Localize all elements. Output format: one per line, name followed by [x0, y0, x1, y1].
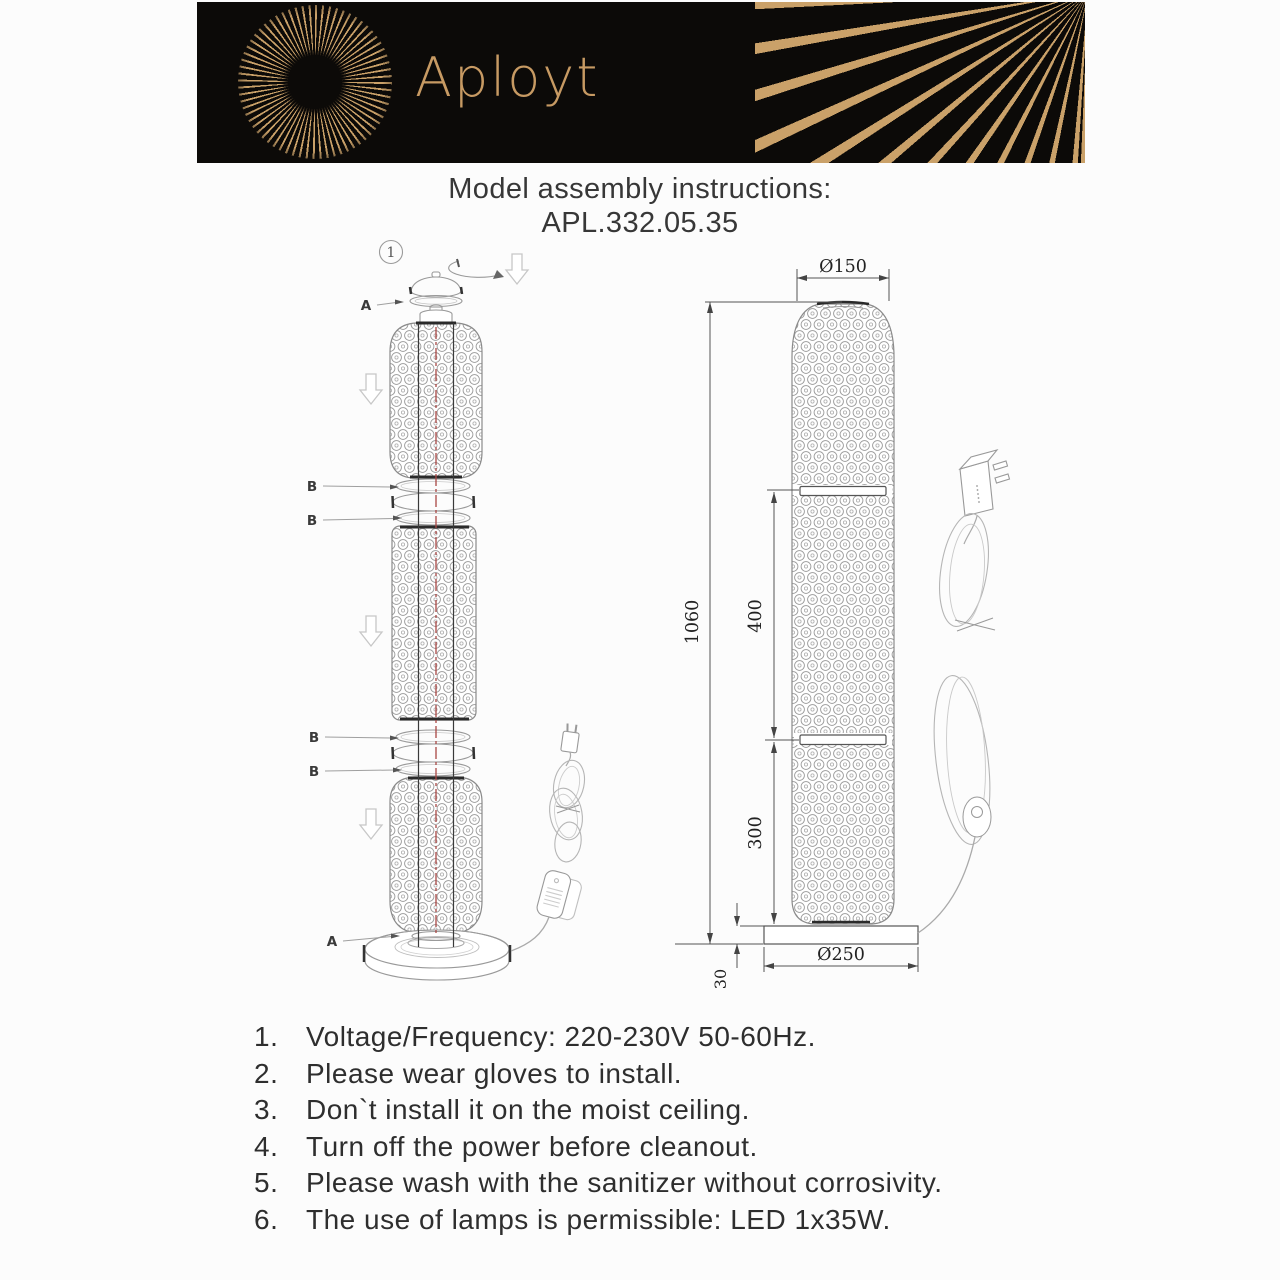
segment-divider [800, 487, 886, 496]
part-label-b4: B [308, 764, 320, 780]
svg-text:1060: 1060 [683, 599, 703, 645]
inline-switch [963, 797, 991, 837]
connector-rings-upper [393, 479, 475, 525]
svg-text:300: 300 [746, 816, 766, 850]
lamp-body [792, 304, 894, 924]
part-label-b2: B [306, 513, 318, 529]
part-label-a-top: A [360, 298, 372, 314]
model-number: APL.332.05.35 [541, 207, 739, 239]
instruction-text: Don`t install it on the moist ceiling. [306, 1094, 750, 1125]
step-number: 1 [386, 245, 396, 261]
power-plug [960, 450, 1010, 516]
dim-top-diameter [797, 257, 889, 301]
svg-text:Ø250: Ø250 [817, 945, 865, 965]
brand-logo-text: Aployt [415, 46, 600, 109]
down-arrow-icon [506, 254, 528, 284]
instruction-number: 5. [254, 1167, 279, 1198]
segment-divider [800, 735, 886, 745]
part-label-a-bottom: A [326, 934, 338, 950]
svg-text:Ø150: Ø150 [819, 257, 867, 277]
rotate-arrow-icon [449, 261, 499, 277]
power-cord-right [918, 450, 1010, 933]
instruction-number: 4. [254, 1130, 279, 1162]
dim-base-diameter [764, 945, 918, 972]
top-cap [411, 277, 461, 297]
dim-middle-height [746, 490, 799, 740]
instruction-item [254, 1202, 1094, 1239]
part-label-b3: B [308, 730, 320, 746]
down-arrow-icon [360, 374, 382, 404]
instruction-text: Voltage/Frequency: 220-230V 50-60Hz. [306, 1021, 816, 1052]
instruction-number: 2. [254, 1057, 279, 1089]
dim-bottom-height [746, 742, 777, 924]
lamp-shade-middle [392, 526, 476, 720]
instruction-number: 1. [254, 1021, 279, 1052]
base-plate [764, 926, 918, 944]
exploded-assembly-view [307, 241, 589, 981]
instruction-number: 6. [254, 1203, 279, 1235]
instruction-text: Please wear gloves to install. [306, 1057, 683, 1089]
svg-text:400: 400 [746, 599, 766, 633]
instruction-item [254, 1019, 1094, 1056]
dim-base-thickness [711, 903, 766, 989]
title-line: Model assembly instructions: [448, 173, 832, 205]
instruction-text: Please wash with the sanitizer without corrosivity. [306, 1167, 943, 1198]
instruction-item [254, 1092, 1094, 1129]
dimension-view [675, 257, 1010, 989]
instruction-item [254, 1165, 1094, 1202]
part-label-b1: B [306, 479, 318, 495]
instruction-text: The use of lamps is permissible: LED 1x35W. [306, 1203, 891, 1235]
foot-switch [535, 869, 584, 923]
instruction-list [254, 1019, 1094, 1238]
connector-rings-lower [393, 730, 475, 776]
instruction-item [254, 1056, 1094, 1093]
instruction-number: 3. [254, 1094, 279, 1125]
down-arrow-icon [360, 616, 382, 646]
power-cord-left [511, 723, 589, 951]
down-arrow-icon [360, 809, 382, 839]
instruction-item [254, 1129, 1094, 1166]
svg-text:30: 30 [711, 968, 730, 990]
instruction-text: Turn off the power before cleanout. [306, 1130, 758, 1162]
